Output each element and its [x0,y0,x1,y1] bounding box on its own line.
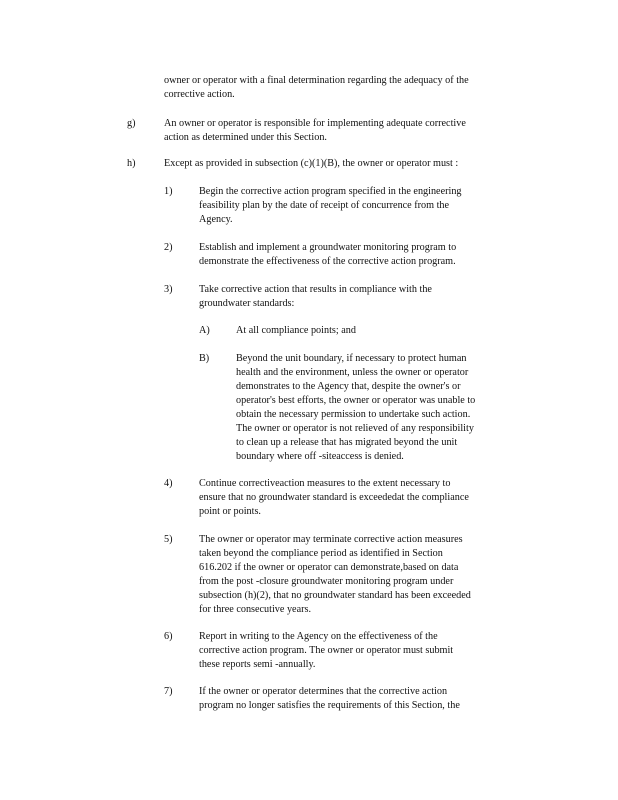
subitem-a-label: A) [199,325,210,336]
text-line: taken beyond the compliance period as identified in Section [199,548,443,559]
text-line: for three consecutive years. [199,604,312,615]
text-line: demonstrates to the Agency that, despite the owner's or [236,381,461,392]
text-line: health and the environment, unless the owner or operator [236,367,469,378]
section-g-text [164,117,466,145]
text-line: feasibility plan by the date of receipt of concurrence from the [199,200,450,211]
text-line: obtain the necessary permission to undertake such action. [236,409,471,420]
item-5-label: 5) [164,534,173,545]
item-3-label: 3) [164,284,173,295]
subitem-a-text [236,324,356,338]
text-line: action as determined under this Section. [164,132,327,143]
item-6-label: 6) [164,631,173,642]
text-line: from the post -closure groundwater monitoring program under [199,576,454,587]
text-line: corrective action. [164,89,235,100]
item-7-text [199,685,460,713]
item-2-label: 2) [164,242,173,253]
item-2-text [199,241,456,269]
text-line: The owner or operator is not relieved of any responsibility [236,423,474,434]
item-1-text [199,185,462,227]
text-line: Agency. [199,214,233,225]
section-h-text [164,157,458,171]
text-line: boundary where off -siteaccess is denied. [236,451,404,462]
item-4-text [199,477,469,519]
text-line: Report in writing to the Agency on the effectiveness of the [199,631,438,642]
text-line: An owner or operator is responsible for implementing adequate corrective [164,118,466,129]
text-line: groundwater standards: [199,298,295,309]
item-4-label: 4) [164,478,173,489]
text-line: these reports semi -annually. [199,659,316,670]
item-7-label: 7) [164,686,173,697]
continued-paragraph [164,74,469,102]
text-line: ensure that no groundwater standard is exceededat the compliance [199,492,469,503]
text-line: program no longer satisfies the requirements of this Section, the [199,700,460,711]
text-line: owner or operator with a final determination regarding the adequacy of the [164,75,469,86]
subitem-b-label: B) [199,353,210,364]
subitem-b-text [236,352,475,464]
text-line: The owner or operator may terminate corrective action measures [199,534,463,545]
text-line: subsection (h)(2), that no groundwater standard has been exceeded [199,590,471,601]
section-g-label: g) [127,118,136,129]
text-line: operator's best efforts, the owner or operator was unable to [236,395,476,406]
text-line: demonstrate the effectiveness of the corrective action program. [199,256,456,267]
text-line: Take corrective action that results in compliance with the [199,284,432,295]
text-line: Beyond the unit boundary, if necessary to protect human [236,353,467,364]
item-5-text [199,533,471,617]
text-line: At all compliance points; and [236,325,356,336]
item-3-text [199,283,432,311]
text-line: Begin the corrective action program specified in the engineering [199,186,462,197]
text-line: Establish and implement a groundwater monitoring program to [199,242,457,253]
section-h-label: h) [127,158,136,169]
text-line: 616.202 if the owner or operator can demonstrate,based on data [199,562,459,573]
text-line: to clean up a release that has migrated beyond the unit [236,437,458,448]
item-1-label: 1) [164,186,173,197]
item-6-text [199,630,453,672]
text-line: Except as provided in subsection (c)(1)(B), the owner or operator must : [164,158,459,169]
text-line: If the owner or operator determines that the corrective action [199,686,448,697]
text-line: Continue correctiveaction measures to the extent necessary to [199,478,451,489]
text-line: corrective action program. The owner or operator must submit [199,645,454,656]
text-line: point or points. [199,506,261,517]
